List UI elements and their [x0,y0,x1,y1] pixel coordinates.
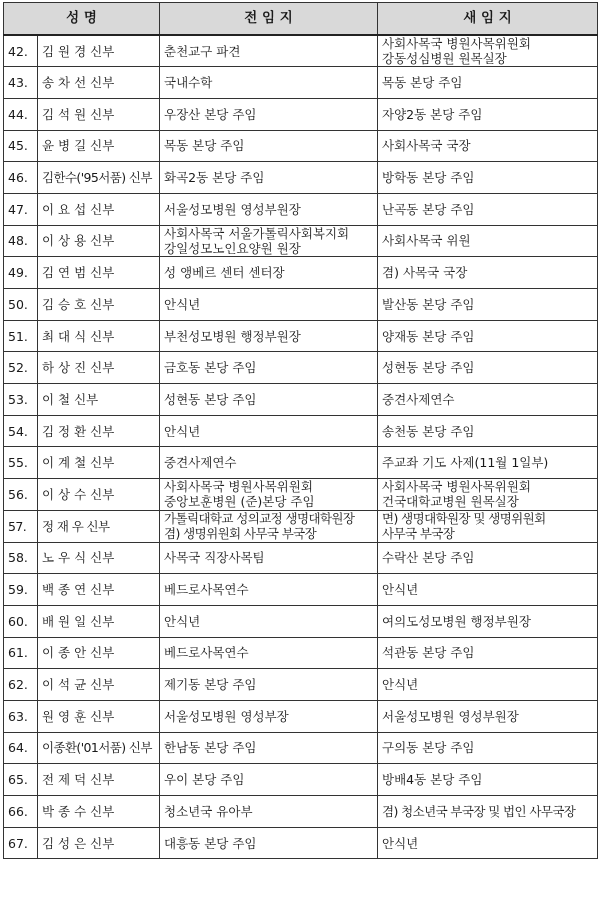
table-row [4,700,598,732]
table-row [4,574,598,606]
table-row [4,352,598,384]
table-row [4,67,598,99]
new-post [378,257,598,289]
row-number-text: 65. [8,772,28,788]
new-post [378,510,598,542]
new-post-text: 수락산 본당 주임 [382,550,475,566]
row-number-text: 61. [8,645,28,661]
previous-post [160,289,378,321]
priest-name [38,98,160,130]
priest-name-text: 원 영 훈 신부 [42,708,115,724]
row-number [4,130,38,162]
new-post-text: 겸) 사목국 국장 [382,265,468,281]
previous-post [160,732,378,764]
previous-post [160,384,378,416]
priest-name [38,130,160,162]
new-post [378,637,598,669]
previous-post-text: 성현동 본당 주임 [164,391,257,407]
previous-post-text: 베드로사목연수 [164,582,249,598]
row-number [4,289,38,321]
priest-name-text: 노 우 식 신부 [42,550,115,566]
previous-post [160,764,378,796]
row-number-text: 56. [8,486,28,502]
row-number-text: 59. [8,582,28,598]
priest-name [38,510,160,542]
row-number [4,542,38,574]
new-post [378,447,598,479]
priest-name-text: 김 원 경 신부 [42,43,115,59]
priest-name [38,764,160,796]
row-number-text: 54. [8,423,28,439]
new-post-text: 성현동 본당 주임 [382,360,475,376]
row-number [4,700,38,732]
new-post-text: 방학동 본당 주임 [382,170,475,186]
row-number-text: 47. [8,201,28,217]
new-post-text: 석관동 본당 주임 [382,645,475,661]
new-post [378,764,598,796]
previous-post [160,542,378,574]
priest-name [38,732,160,764]
previous-post [160,257,378,289]
previous-post [160,225,378,257]
priest-name [38,35,160,67]
new-post [378,289,598,321]
new-post [378,162,598,194]
new-post [378,35,598,67]
priest-name-text: 이 석 균 신부 [42,677,115,693]
priest-name-text: 박 종 수 신부 [42,803,115,819]
row-number [4,796,38,828]
new-post [378,352,598,384]
previous-post-text: 베드로사목연수 [164,645,249,661]
new-post-text: 겸) 청소년국 부국장 및 법인 사무국장 [382,803,576,819]
row-number-text: 60. [8,613,28,629]
previous-post-text: 사목국 직장사목팀 [164,550,265,566]
priest-name [38,415,160,447]
previous-post [160,162,378,194]
priest-name-text: 정 재 우 신부 [42,518,110,534]
previous-post [160,796,378,828]
row-number [4,605,38,637]
row-number [4,352,38,384]
previous-post [160,193,378,225]
table-row [4,669,598,701]
previous-post-text: 사회사목국 서울가톨릭사회복지회 강일성모노인요양원 원장 [164,225,350,256]
row-number-text: 45. [8,138,28,154]
table-row [4,732,598,764]
priest-name [38,605,160,637]
priest-name [38,352,160,384]
new-post [378,193,598,225]
priest-name [38,257,160,289]
previous-post [160,510,378,542]
previous-post [160,98,378,130]
previous-post-text: 우이 본당 주임 [164,772,245,788]
previous-post [160,479,378,511]
previous-post [160,130,378,162]
new-post [378,574,598,606]
new-post-text: 사회사목국 병원사목위원회 건국대학교병원 원목실장 [382,479,531,510]
row-number [4,35,38,67]
previous-post-text: 안식년 [164,613,201,629]
priest-name [38,193,160,225]
new-post [378,827,598,859]
table-row [4,384,598,416]
new-post-text: 양재동 본당 주임 [382,328,475,344]
previous-post [160,700,378,732]
previous-post-text: 금호동 본당 주임 [164,360,257,376]
table-row [4,130,598,162]
previous-post [160,605,378,637]
priest-name-text: 이 상 용 신부 [42,233,115,249]
new-post [378,669,598,701]
priest-name-text: 최 대 식 신부 [42,328,115,344]
previous-post-text: 청소년국 유아부 [164,803,253,819]
previous-post-text: 우장산 본당 주임 [164,106,257,122]
previous-post-text: 목동 본당 주임 [164,138,245,154]
row-number-text: 62. [8,677,28,693]
priest-name [38,637,160,669]
table-row [4,542,598,574]
new-post [378,732,598,764]
priest-name-text: 김 정 환 신부 [42,423,115,439]
new-post-text: 송천동 본당 주임 [382,423,475,439]
new-post [378,479,598,511]
priest-name [38,162,160,194]
row-number-text: 58. [8,550,28,566]
row-number-text: 42. [8,43,28,59]
row-number-text: 53. [8,391,28,407]
new-post [378,605,598,637]
row-number-text: 48. [8,233,28,249]
row-number-text: 43. [8,75,28,91]
previous-post [160,67,378,99]
priest-name [38,542,160,574]
priest-name [38,574,160,606]
row-number [4,225,38,257]
previous-post-text: 부천성모병원 행정부원장 [164,328,301,344]
row-number-text: 46. [8,170,28,186]
appointment-table [3,2,598,859]
priest-name-text: 전 제 덕 신부 [42,772,115,788]
row-number-text: 63. [8,708,28,724]
new-post-text: 목동 본당 주임 [382,75,463,91]
row-number-text: 57. [8,518,27,534]
new-post-text: 사회사목국 국장 [382,138,471,154]
table-row [4,415,598,447]
previous-post-text: 안식년 [164,423,201,439]
priest-name-text: 김 성 은 신부 [42,835,115,851]
priest-name-text: 이 상 수 신부 [42,486,115,502]
new-post [378,98,598,130]
header-row [4,3,598,36]
new-post-text: 주교좌 기도 사제(11월 1일부) [382,455,549,471]
new-post [378,130,598,162]
new-post-text: 중견사제연수 [382,391,455,407]
table-row [4,320,598,352]
table-row [4,479,598,511]
new-post-text: 사회사목국 병원사목위원회 강동성심병원 원목실장 [382,36,531,67]
previous-post [160,669,378,701]
previous-post-text: 춘천교구 파견 [164,43,241,59]
new-post-text: 사회사목국 위원 [382,233,471,249]
row-number [4,415,38,447]
priest-name-text: 윤 병 길 신부 [42,138,115,154]
row-number [4,257,38,289]
row-number [4,193,38,225]
priest-name-text: 배 원 일 신부 [42,613,115,629]
previous-post-text: 서울성모병원 영성부원장 [164,201,301,217]
row-number-text: 52. [8,360,28,376]
priest-name-text: 김 석 원 신부 [42,106,115,122]
previous-post [160,447,378,479]
table-row [4,225,598,257]
previous-post-text: 안식년 [164,296,201,312]
row-number [4,732,38,764]
new-post-text: 여의도성모병원 행정부원장 [382,613,531,629]
row-number [4,447,38,479]
previous-post-text: 화곡2동 본당 주임 [164,170,265,186]
row-number-text: 67. [8,835,28,851]
row-number [4,384,38,416]
previous-post-text: 대흥동 본당 주임 [164,835,257,851]
previous-post [160,574,378,606]
priest-name-text: 김 승 호 신부 [42,296,115,312]
previous-post [160,415,378,447]
new-post-text: 구의동 본당 주임 [382,740,475,756]
priest-name [38,225,160,257]
table-row [4,796,598,828]
header-previous-post: 전 임 지 [160,3,378,36]
previous-post [160,320,378,352]
priest-name-text: 이 요 섭 신부 [42,201,115,217]
new-post [378,384,598,416]
new-post [378,320,598,352]
priest-name [38,384,160,416]
new-post [378,542,598,574]
priest-name-text: 김한수('95서품) 신부 [42,170,152,186]
table-row [4,510,598,542]
priest-name [38,320,160,352]
previous-post-text: 중견사제연수 [164,455,237,471]
row-number [4,764,38,796]
table-row [4,764,598,796]
row-number-text: 49. [8,265,28,281]
row-number [4,637,38,669]
new-post [378,700,598,732]
previous-post-text: 성 앵베르 센터 센터장 [164,265,285,281]
priest-name [38,669,160,701]
table-row [4,35,598,67]
new-post-text: 방배4동 본당 주임 [382,772,483,788]
priest-name-text: 이 철 신부 [42,391,99,407]
row-number [4,510,38,542]
priest-name-text: 백 종 연 신부 [42,582,115,598]
row-number-text: 44. [8,106,28,122]
priest-name [38,289,160,321]
table-row [4,637,598,669]
row-number-text: 64. [8,740,28,756]
row-number [4,669,38,701]
row-number [4,98,38,130]
header-name: 성 명 [4,3,160,36]
new-post-text: 서울성모병원 영성부원장 [382,708,519,724]
previous-post-text: 제기동 본당 주임 [164,677,257,693]
row-number [4,67,38,99]
table-row [4,447,598,479]
row-number-text: 55. [8,455,28,471]
row-number-text: 50. [8,296,28,312]
new-post [378,415,598,447]
table-body [4,35,598,859]
previous-post-text: 사회사목국 병원사목위원회 중앙보훈병원 (준)본당 주임 [164,479,315,510]
new-post-text: 면) 생명대학원장 및 생명위원회 사무국 부국장 [382,511,546,542]
table-row [4,827,598,859]
row-number [4,827,38,859]
row-number [4,479,38,511]
new-post [378,67,598,99]
previous-post [160,827,378,859]
new-post-text: 발산동 본당 주임 [382,296,475,312]
new-post-text: 안식년 [382,677,419,693]
row-number [4,162,38,194]
table-header [4,3,598,36]
row-number [4,574,38,606]
new-post-text: 난곡동 본당 주임 [382,201,475,217]
table-row [4,289,598,321]
previous-post-text: 한남동 본당 주임 [164,740,257,756]
new-post [378,796,598,828]
priest-name [38,700,160,732]
previous-post [160,637,378,669]
previous-post-text: 국내수학 [164,75,213,91]
priest-name-text: 이 계 철 신부 [42,455,115,471]
priest-name [38,447,160,479]
new-post [378,225,598,257]
new-post-text: 안식년 [382,835,419,851]
previous-post [160,35,378,67]
priest-name-text: 이종환('01서품) 신부 [42,740,152,756]
row-number [4,320,38,352]
priest-name-text: 하 상 진 신부 [42,360,115,376]
table-row [4,98,598,130]
priest-name [38,827,160,859]
header-new-post: 새 임 지 [378,3,598,36]
row-number-text: 51. [8,328,28,344]
new-post-text: 자양2동 본당 주임 [382,106,483,122]
row-number-text: 66. [8,803,28,819]
table-row [4,193,598,225]
priest-name [38,796,160,828]
previous-post-text: 서울성모병원 영성부장 [164,708,289,724]
previous-post [160,352,378,384]
new-post-text: 안식년 [382,582,419,598]
table-row [4,162,598,194]
priest-name-text: 이 종 안 신부 [42,645,115,661]
priest-name [38,67,160,99]
priest-name [38,479,160,511]
previous-post-text: 가톨릭대학교 성의교정 생명대학원장 겸) 생명위원회 사무국 부국장 [164,511,355,542]
priest-name-text: 송 차 선 신부 [42,75,115,91]
table-row [4,257,598,289]
priest-name-text: 김 연 범 신부 [42,265,115,281]
table-row [4,605,598,637]
